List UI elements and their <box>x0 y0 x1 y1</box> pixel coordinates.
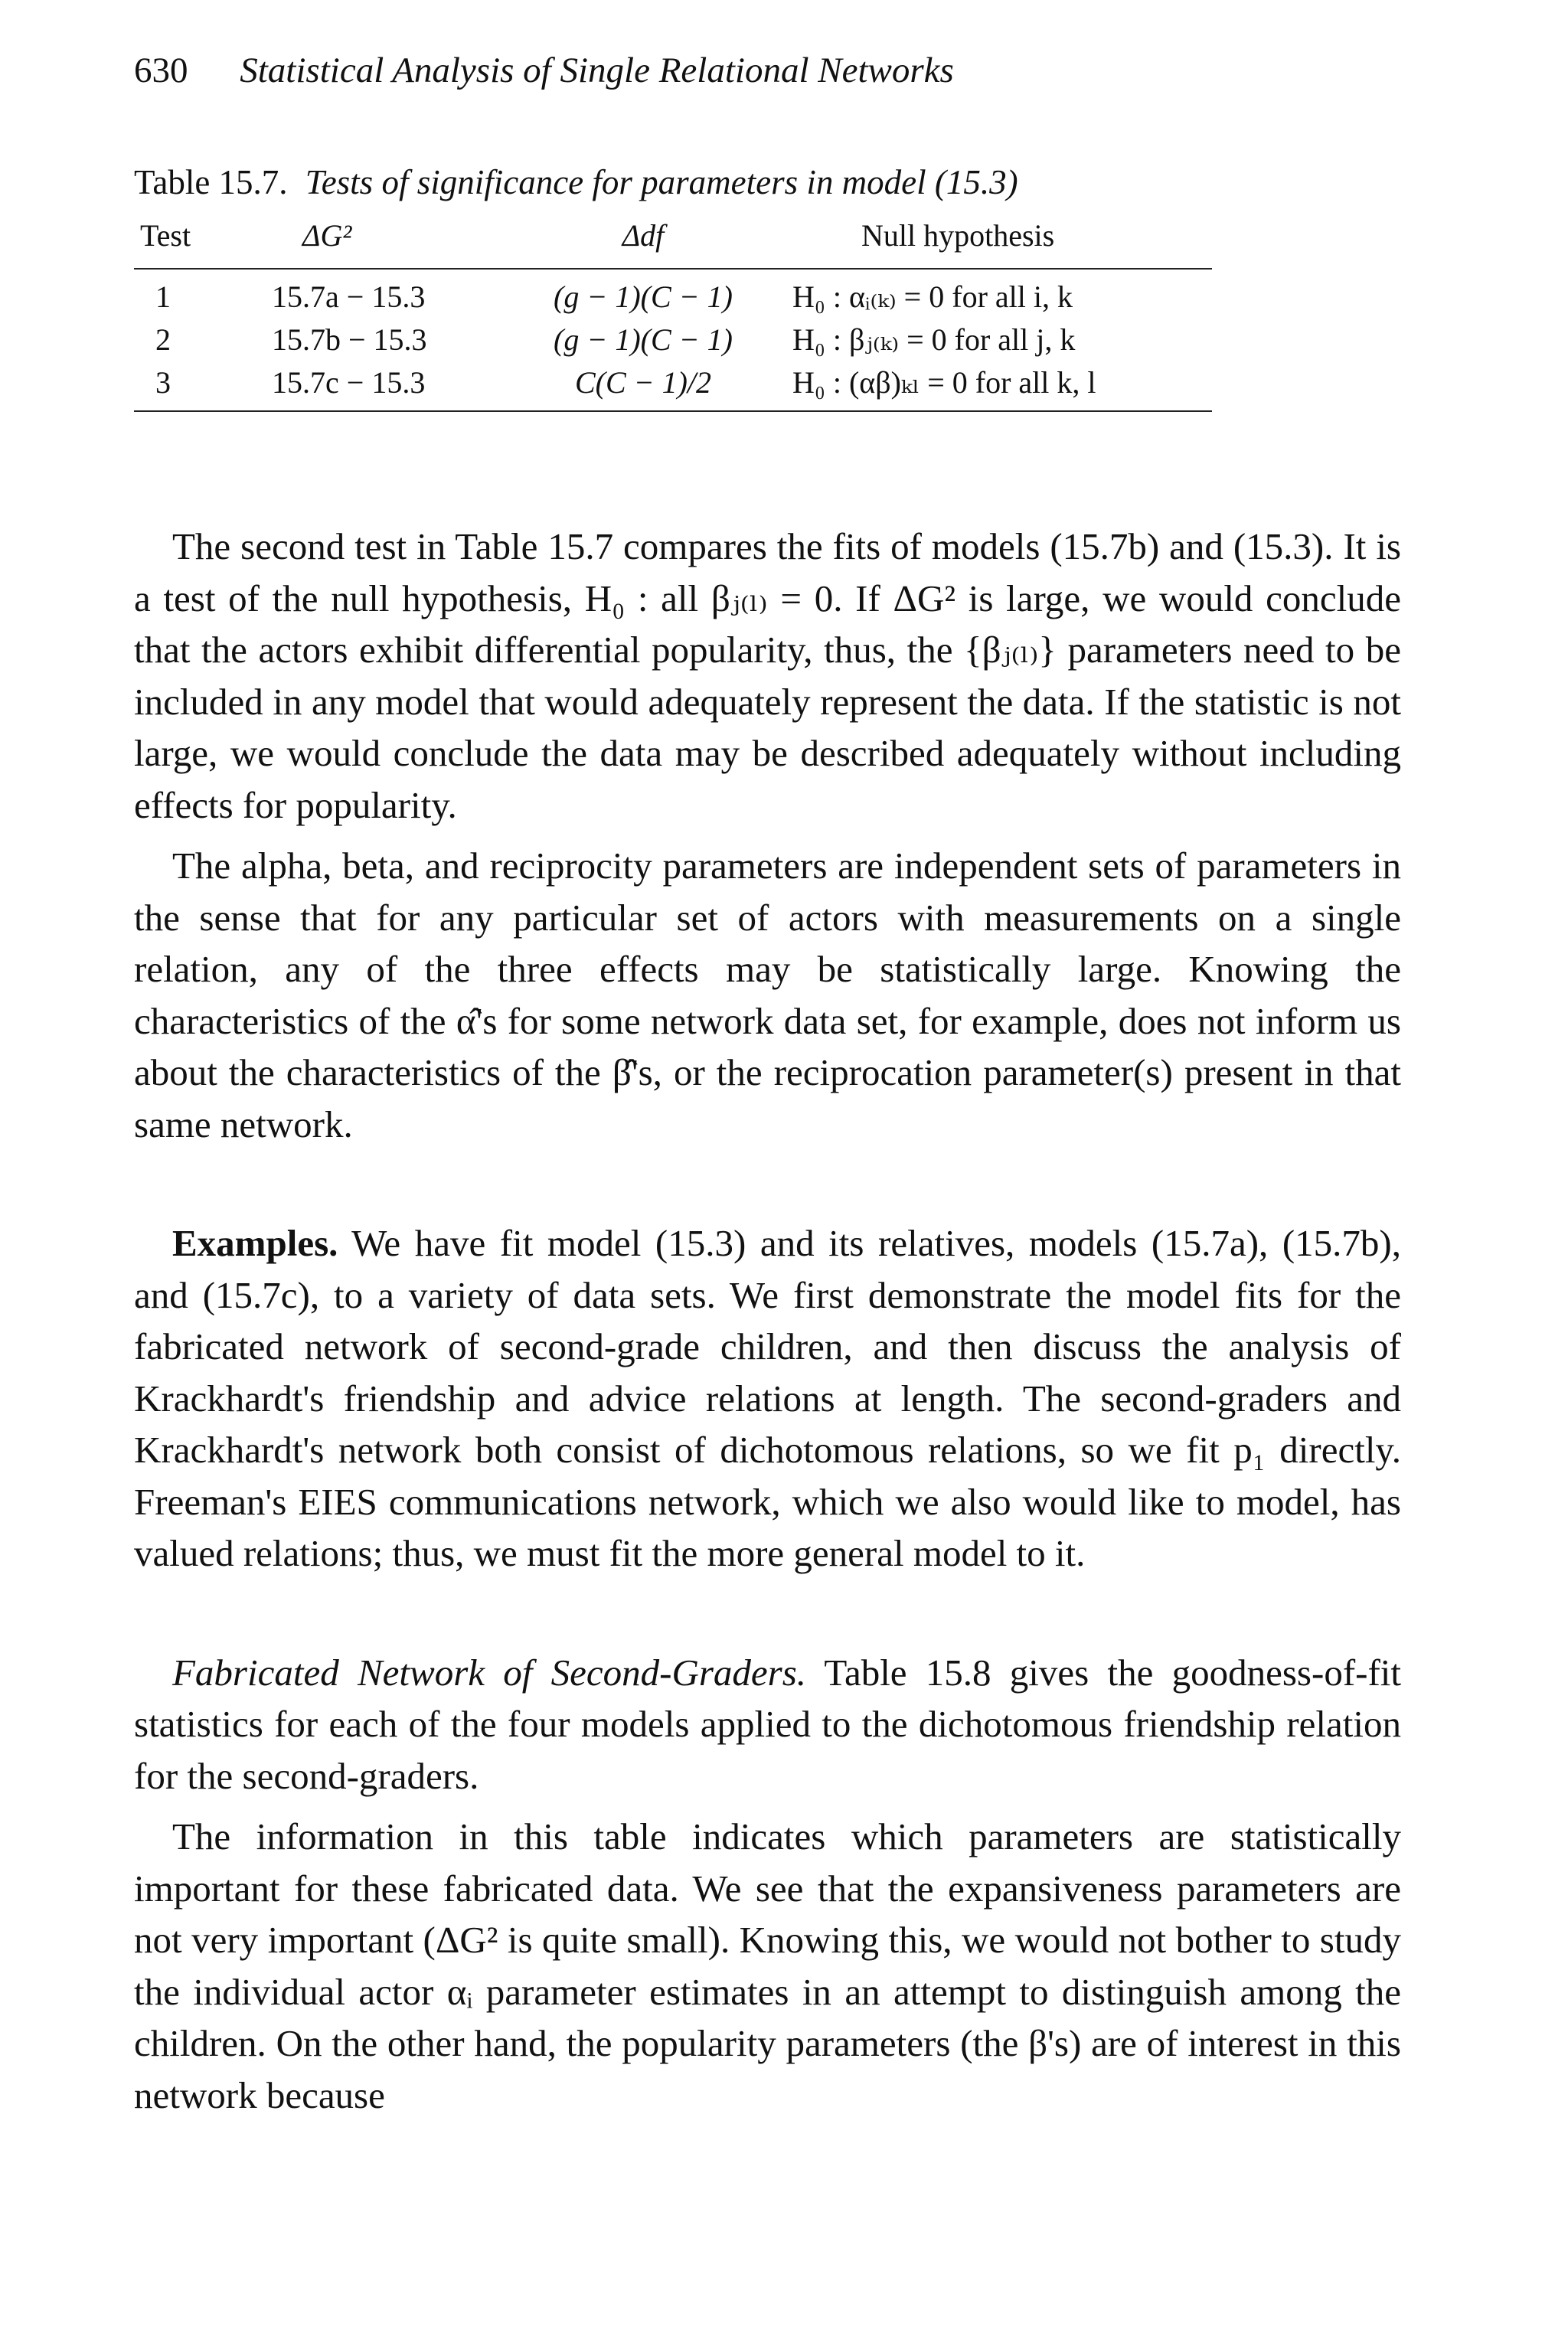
cell-delta-g2: 15.7b − 15.3 <box>272 322 427 357</box>
table-row <box>134 319 1212 361</box>
cell-null-hypothesis: H₀ : βⱼ₍ₖ₎ = 0 for all j, k <box>792 322 1076 357</box>
column-header-null-hypothesis: Null hypothesis <box>861 218 1055 253</box>
paragraph-second-test: The second test in Table 15.7 compares the fits of models (15.7b) and (15.3). It is a test of the null hypothesis, H₀ : all βⱼ₍ₗ₎ = 0. If ΔG² is large, we would conclude that the actors exhibit differential popularity, thus, the {βⱼ₍ₗ₎} parameters need to be included in any model that would adequately represent the data. If the statistic is not large, we would conclude the data may be described adequately without including effects for popularity. <box>134 525 1401 826</box>
column-header-delta-g2: ΔG² <box>302 218 352 253</box>
second-graders-lead: Fabricated Network of Second-Graders. <box>172 1651 807 1694</box>
cell-test: 2 <box>155 322 171 357</box>
column-header-delta-df: Δdf <box>622 218 665 253</box>
cell-test: 3 <box>155 365 171 400</box>
column-header-test: Test <box>140 218 191 253</box>
table-row <box>134 361 1212 404</box>
cell-delta-g2: 15.7c − 15.3 <box>272 365 426 400</box>
cell-test: 1 <box>155 279 171 314</box>
cell-delta-df: (g − 1)(C − 1) <box>554 322 733 357</box>
table-caption <box>134 161 1018 204</box>
page-header <box>134 47 954 93</box>
paragraph-second-graders <box>134 1647 1401 1802</box>
page-number: 630 <box>134 51 188 90</box>
paragraph-independence: The alpha, beta, and reciprocity parameters are independent sets of parameters in the sense that for any particular set of actors with measurements on a single relation, any of the three effects may be statistically large. Knowing the characteristics of the α̂'s for some network data set, for example, does not inform us about the characteristics of the β̂'s, or the reciprocation parameter(s) present in that same network. <box>134 845 1401 1145</box>
paragraph-examples <box>134 1217 1401 1580</box>
cell-delta-df: C(C − 1)/2 <box>574 365 712 400</box>
table-top-rule <box>134 268 1212 270</box>
body-text <box>134 521 1401 2121</box>
table-bottom-rule <box>134 410 1212 412</box>
table-caption-label: Table 15.7. <box>134 163 288 201</box>
table-header-row <box>134 214 1212 257</box>
second-graders-text: Table 15.8 gives the goodness-of-fit statistics for each of the four models applied to the dichotomous friendship relation for the second-graders. <box>134 1651 1401 1797</box>
cell-delta-g2: 15.7a − 15.3 <box>272 279 426 314</box>
significance-table <box>134 214 1212 412</box>
paragraph-information: The information in this table indicates which parameters are statistically important for these fabricated data. We see that the expansiveness parameters are not very important (ΔG² is quite small). Knowing this, we would not bother to study the individual actor αᵢ parameter estimates in an attempt to distinguish among the children. On the other hand, the popularity parameters (the β's) are of interest in this network because <box>134 1815 1401 2116</box>
examples-lead: Examples. <box>172 1222 338 1264</box>
cell-null-hypothesis: H₀ : (αβ)ₖₗ = 0 for all k, l <box>792 365 1096 400</box>
cell-null-hypothesis: H₀ : αᵢ₍ₖ₎ = 0 for all i, k <box>792 279 1073 314</box>
cell-delta-df: (g − 1)(C − 1) <box>554 279 733 314</box>
table-caption-title: Tests of significance for parameters in model (15.3) <box>305 163 1018 201</box>
examples-text: We have fit model (15.3) and its relatives, models (15.7a), (15.7b), and (15.7c), to a variety of data sets. We first demonstrate the model fits for the fabricated network of second-grade children, and then discuss the analysis of Krackhardt's friendship and advice relations at length. The second-graders and Krackhardt's network both consist of dichotomous relations, so we fit p₁ directly. Freeman's EIES communications network, which we also would like to model, has valued relations; thus, we must fit the more general model to it. <box>134 1222 1401 1574</box>
table-row <box>134 276 1212 319</box>
running-title: Statistical Analysis of Single Relational Networks <box>240 51 954 90</box>
